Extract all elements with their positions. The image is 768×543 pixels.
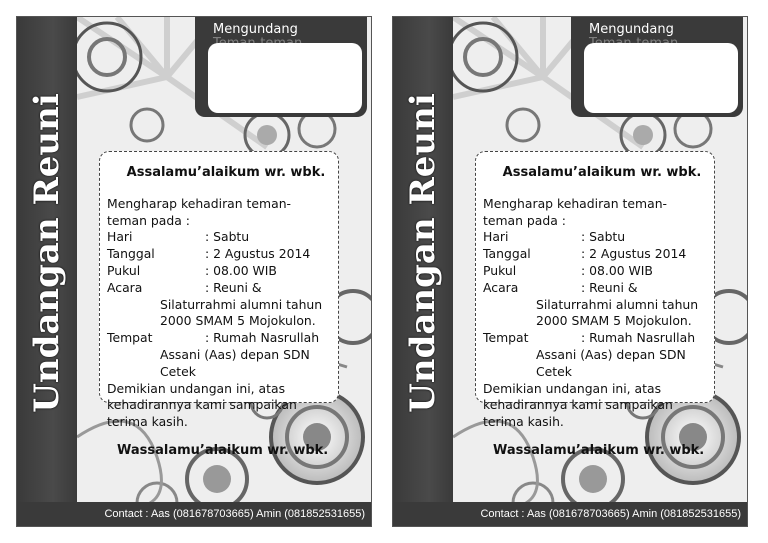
pukul-value: : 08.00 WIB: [581, 262, 653, 278]
invite-label: Mengundang: [213, 22, 298, 37]
pukul-row: [107, 263, 347, 280]
intro-line-1: Mengharap kehadiran teman-: [483, 195, 668, 211]
hari-value: : Sabtu: [205, 229, 250, 245]
closing-line-1: Demikian undangan ini, atas: [483, 380, 662, 396]
intro-line-1: Mengharap kehadiran teman-: [107, 195, 292, 211]
tempat-line-2: Assani (Aas) depan SDN: [536, 346, 686, 362]
closing-line-2: kehadirannya kami sampaikan: [483, 397, 673, 413]
invitation-card-right: [392, 16, 748, 527]
tempat-line-3: Cetek: [536, 363, 572, 379]
intro-line-2: teman pada :: [107, 212, 190, 228]
tempat-row: [107, 330, 347, 347]
salam-penutup: Wassalamu’alaikum wr. wbk.: [493, 443, 705, 458]
tempat-label: Tempat: [483, 330, 529, 346]
closing-line-3: terima kasih.: [483, 414, 564, 430]
invitation-card-left: [16, 16, 372, 527]
closing-line-1: Demikian undangan ini, atas: [107, 380, 286, 396]
pukul-row: [483, 263, 723, 280]
contact-bar: Contact : Aas (081678703665) Amin (081852531655): [393, 502, 747, 526]
pukul-label: Pukul: [483, 262, 517, 278]
pukul-value: : 08.00 WIB: [205, 262, 277, 278]
acara-value: : Reuni &: [205, 279, 262, 295]
contact-bar: Contact : Aas (081678703665) Amin (081852531655): [17, 502, 371, 526]
acara-label: Acara: [107, 279, 143, 295]
acara-row: [107, 280, 347, 297]
invite-tag: [571, 17, 743, 117]
tanggal-value: : 2 Agustus 2014: [205, 246, 311, 262]
tempat-value: : Rumah Nasrullah: [205, 330, 320, 346]
closing-line-3: terima kasih.: [107, 414, 188, 430]
hari-value: : Sabtu: [581, 229, 626, 245]
tempat-line-3: Cetek: [160, 363, 196, 379]
closing-line-2: kehadirannya kami sampaikan: [107, 397, 297, 413]
acara-row: [483, 280, 723, 297]
invitee-name-box[interactable]: [208, 43, 362, 113]
hari-row: [107, 229, 347, 246]
acara-label: Acara: [483, 279, 519, 295]
acara-value: : Reuni &: [581, 279, 638, 295]
tanggal-label: Tanggal: [107, 246, 155, 262]
pukul-label: Pukul: [107, 262, 141, 278]
greeting: Assalamu’alaikum wr. wbk.: [126, 165, 326, 180]
invite-label: Mengundang: [589, 22, 674, 37]
invite-tag: [195, 17, 367, 117]
tempat-label: Tempat: [107, 330, 153, 346]
tempat-line-2: Assani (Aas) depan SDN: [160, 346, 310, 362]
tempat-value: : Rumah Nasrullah: [581, 330, 696, 346]
message-body: [483, 165, 723, 431]
card-title: Undangan Reuni: [27, 93, 67, 413]
message-body: [107, 165, 347, 431]
acara-line-2: Silaturrahmi alumni tahun: [536, 296, 699, 312]
salam-penutup: Wassalamu’alaikum wr. wbk.: [117, 443, 329, 458]
hari-row: [483, 229, 723, 246]
invitee-name-box[interactable]: [584, 43, 738, 113]
acara-line-3: 2000 SMAM 5 Mojokulon.: [160, 313, 316, 329]
intro-line-2: teman pada :: [483, 212, 566, 228]
tempat-row: [483, 330, 723, 347]
tanggal-label: Tanggal: [483, 246, 531, 262]
acara-line-2: Silaturrahmi alumni tahun: [160, 296, 323, 312]
hari-label: Hari: [107, 229, 133, 245]
acara-line-3: 2000 SMAM 5 Mojokulon.: [536, 313, 692, 329]
hari-label: Hari: [483, 229, 509, 245]
tanggal-value: : 2 Agustus 2014: [581, 246, 687, 262]
greeting: Assalamu’alaikum wr. wbk.: [502, 165, 702, 180]
tanggal-row: [483, 246, 723, 263]
tanggal-row: [107, 246, 347, 263]
card-title: Undangan Reuni: [403, 93, 443, 413]
